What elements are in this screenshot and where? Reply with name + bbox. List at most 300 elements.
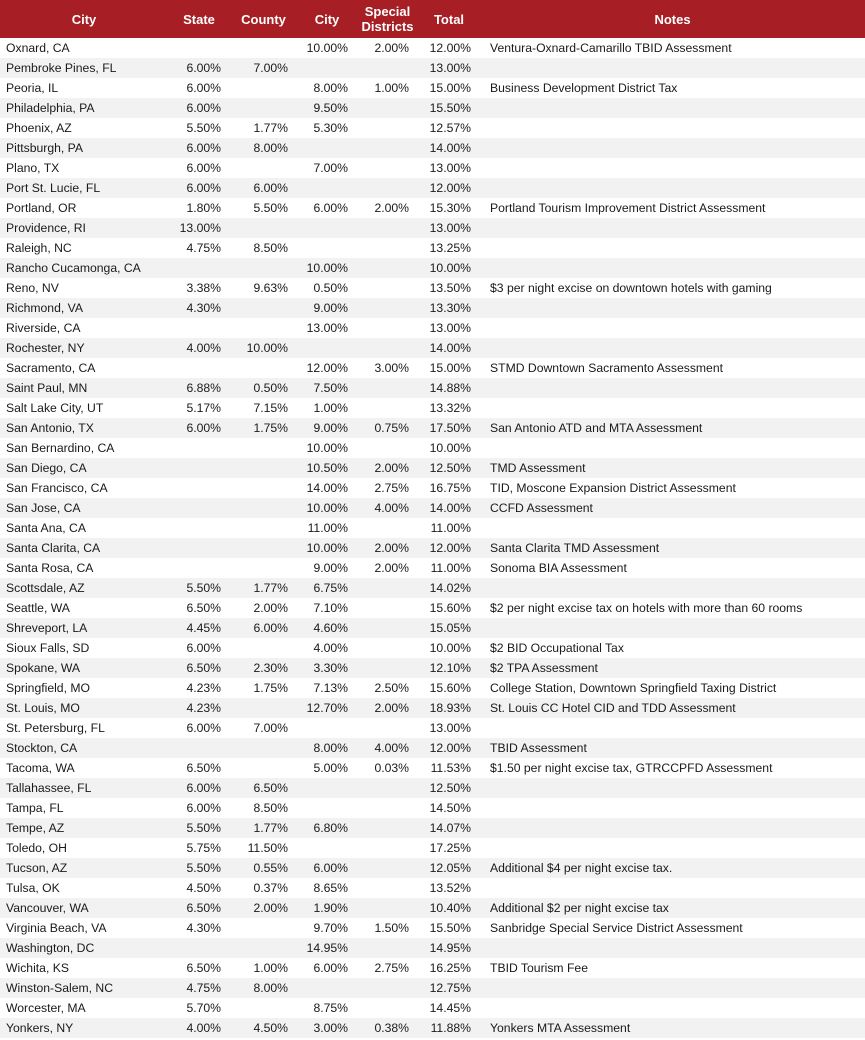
cell-special-districts: 2.00% bbox=[357, 538, 418, 558]
cell-special-districts bbox=[357, 118, 418, 138]
cell-special-districts bbox=[357, 338, 418, 358]
cell-notes bbox=[480, 118, 865, 138]
cell-special-districts bbox=[357, 658, 418, 678]
table-row[interactable] bbox=[0, 838, 865, 858]
cell-special-districts bbox=[357, 58, 418, 78]
table-row[interactable] bbox=[0, 118, 865, 138]
cell-special-districts: 2.00% bbox=[357, 558, 418, 578]
cell-notes: Business Development District Tax bbox=[480, 78, 865, 98]
cell-city: Santa Rosa, CA bbox=[0, 558, 168, 578]
cell-state bbox=[168, 358, 230, 378]
cell-city-tax bbox=[297, 718, 357, 738]
cell-city: Rancho Cucamonga, CA bbox=[0, 258, 168, 278]
cell-total: 12.05% bbox=[418, 858, 480, 878]
cell-city-tax bbox=[297, 798, 357, 818]
cell-county: 5.50% bbox=[230, 198, 297, 218]
cell-city: Phoenix, AZ bbox=[0, 118, 168, 138]
cell-total: 13.52% bbox=[418, 878, 480, 898]
cell-county: 1.00% bbox=[230, 958, 297, 978]
cell-city-tax: 10.00% bbox=[297, 498, 357, 518]
cell-total: 14.95% bbox=[418, 938, 480, 958]
table-row[interactable] bbox=[0, 818, 865, 838]
cell-county: 0.50% bbox=[230, 378, 297, 398]
cell-total: 16.75% bbox=[418, 478, 480, 498]
cell-city: Yonkers, NY bbox=[0, 1018, 168, 1038]
cell-city-tax bbox=[297, 338, 357, 358]
cell-city: Winston-Salem, NC bbox=[0, 978, 168, 998]
cell-state: 5.70% bbox=[168, 998, 230, 1018]
cell-city-tax: 11.00% bbox=[297, 518, 357, 538]
cell-city-tax: 5.30% bbox=[297, 118, 357, 138]
cell-special-districts bbox=[357, 378, 418, 398]
cell-city-tax: 8.00% bbox=[297, 738, 357, 758]
cell-county bbox=[230, 698, 297, 718]
cell-notes: $3 per night excise on downtown hotels with gaming bbox=[480, 278, 865, 298]
table-row[interactable] bbox=[0, 958, 865, 978]
cell-state: 6.50% bbox=[168, 958, 230, 978]
cell-city-tax: 6.00% bbox=[297, 198, 357, 218]
cell-city: Tulsa, OK bbox=[0, 878, 168, 898]
cell-notes bbox=[480, 938, 865, 958]
cell-city-tax: 6.80% bbox=[297, 818, 357, 838]
cell-county bbox=[230, 558, 297, 578]
table-row[interactable] bbox=[0, 498, 865, 518]
cell-county bbox=[230, 358, 297, 378]
cell-county: 7.15% bbox=[230, 398, 297, 418]
cell-state: 4.30% bbox=[168, 298, 230, 318]
cell-city-tax bbox=[297, 838, 357, 858]
cell-city: Reno, NV bbox=[0, 278, 168, 298]
column-header-city-tax[interactable]: City bbox=[297, 0, 357, 38]
cell-state: 6.00% bbox=[168, 178, 230, 198]
special-districts-line-1: Special bbox=[364, 4, 411, 19]
cell-county bbox=[230, 78, 297, 98]
cell-special-districts bbox=[357, 438, 418, 458]
cell-total: 11.53% bbox=[418, 758, 480, 778]
cell-state: 6.00% bbox=[168, 798, 230, 818]
cell-special-districts: 1.50% bbox=[357, 918, 418, 938]
cell-state: 6.50% bbox=[168, 598, 230, 618]
table-row[interactable] bbox=[0, 658, 865, 678]
cell-city-tax: 12.70% bbox=[297, 698, 357, 718]
cell-city: Pembroke Pines, FL bbox=[0, 58, 168, 78]
cell-special-districts bbox=[357, 718, 418, 738]
cell-notes: Additional $4 per night excise tax. bbox=[480, 858, 865, 878]
cell-total: 16.25% bbox=[418, 958, 480, 978]
cell-total: 13.00% bbox=[418, 58, 480, 78]
cell-city-tax: 7.13% bbox=[297, 678, 357, 698]
cell-city: Rochester, NY bbox=[0, 338, 168, 358]
column-header-city[interactable]: City bbox=[0, 0, 168, 38]
cell-notes: $2 TPA Assessment bbox=[480, 658, 865, 678]
table-row[interactable] bbox=[0, 58, 865, 78]
cell-total: 12.50% bbox=[418, 458, 480, 478]
cell-notes bbox=[480, 298, 865, 318]
cell-special-districts bbox=[357, 778, 418, 798]
cell-city-tax bbox=[297, 178, 357, 198]
table-row[interactable] bbox=[0, 978, 865, 998]
table-row[interactable] bbox=[0, 278, 865, 298]
cell-state: 4.23% bbox=[168, 698, 230, 718]
cell-city-tax: 9.50% bbox=[297, 98, 357, 118]
cell-special-districts bbox=[357, 98, 418, 118]
cell-state: 1.80% bbox=[168, 198, 230, 218]
cell-county bbox=[230, 938, 297, 958]
table-row[interactable] bbox=[0, 238, 865, 258]
table-row[interactable] bbox=[0, 78, 865, 98]
cell-city: San Jose, CA bbox=[0, 498, 168, 518]
cell-special-districts: 0.75% bbox=[357, 418, 418, 438]
cell-special-districts bbox=[357, 858, 418, 878]
cell-special-districts: 4.00% bbox=[357, 738, 418, 758]
table-row[interactable] bbox=[0, 178, 865, 198]
cell-state: 6.00% bbox=[168, 638, 230, 658]
cell-state: 5.50% bbox=[168, 818, 230, 838]
cell-county bbox=[230, 318, 297, 338]
cell-state bbox=[168, 318, 230, 338]
table-row[interactable] bbox=[0, 158, 865, 178]
cell-state: 6.50% bbox=[168, 658, 230, 678]
table-row[interactable] bbox=[0, 998, 865, 1018]
cell-county bbox=[230, 478, 297, 498]
table-row[interactable] bbox=[0, 1018, 865, 1038]
cell-state bbox=[168, 938, 230, 958]
cell-special-districts bbox=[357, 998, 418, 1018]
cell-notes bbox=[480, 578, 865, 598]
cell-total: 10.00% bbox=[418, 258, 480, 278]
cell-total: 14.00% bbox=[418, 138, 480, 158]
cell-city: Scottsdale, AZ bbox=[0, 578, 168, 598]
cell-city: Vancouver, WA bbox=[0, 898, 168, 918]
cell-city-tax bbox=[297, 58, 357, 78]
cell-notes bbox=[480, 98, 865, 118]
cell-city: Sacramento, CA bbox=[0, 358, 168, 378]
table-row[interactable] bbox=[0, 858, 865, 878]
cell-special-districts bbox=[357, 878, 418, 898]
cell-city: Wichita, KS bbox=[0, 958, 168, 978]
cell-special-districts: 2.00% bbox=[357, 38, 418, 58]
cell-county: 2.00% bbox=[230, 898, 297, 918]
cell-notes: STMD Downtown Sacramento Assessment bbox=[480, 358, 865, 378]
cell-county: 6.00% bbox=[230, 178, 297, 198]
table-row[interactable] bbox=[0, 538, 865, 558]
cell-notes: $1.50 per night excise tax, GTRCCPFD Assessment bbox=[480, 758, 865, 778]
cell-special-districts: 2.75% bbox=[357, 478, 418, 498]
cell-total: 11.88% bbox=[418, 1018, 480, 1038]
cell-city-tax bbox=[297, 978, 357, 998]
column-header-notes[interactable]: Notes bbox=[480, 0, 865, 38]
cell-county: 6.00% bbox=[230, 618, 297, 638]
table-row[interactable] bbox=[0, 398, 865, 418]
table-row[interactable] bbox=[0, 258, 865, 278]
cell-notes: CCFD Assessment bbox=[480, 498, 865, 518]
cell-city: Oxnard, CA bbox=[0, 38, 168, 58]
cell-notes: Yonkers MTA Assessment bbox=[480, 1018, 865, 1038]
cell-total: 13.00% bbox=[418, 218, 480, 238]
cell-special-districts bbox=[357, 258, 418, 278]
cell-city: Riverside, CA bbox=[0, 318, 168, 338]
cell-city-tax bbox=[297, 778, 357, 798]
cell-city-tax: 4.60% bbox=[297, 618, 357, 638]
cell-total: 14.02% bbox=[418, 578, 480, 598]
cell-state: 6.00% bbox=[168, 138, 230, 158]
cell-city: Peoria, IL bbox=[0, 78, 168, 98]
cell-county bbox=[230, 298, 297, 318]
cell-state: 6.50% bbox=[168, 898, 230, 918]
cell-county: 1.77% bbox=[230, 578, 297, 598]
cell-notes: TMD Assessment bbox=[480, 458, 865, 478]
cell-city: Stockton, CA bbox=[0, 738, 168, 758]
cell-total: 13.32% bbox=[418, 398, 480, 418]
cell-special-districts: 2.50% bbox=[357, 678, 418, 698]
cell-city: San Francisco, CA bbox=[0, 478, 168, 498]
table-row[interactable] bbox=[0, 718, 865, 738]
table-row[interactable] bbox=[0, 638, 865, 658]
cell-city-tax: 1.00% bbox=[297, 398, 357, 418]
cell-total: 13.25% bbox=[418, 238, 480, 258]
cell-state: 6.00% bbox=[168, 78, 230, 98]
cell-city-tax: 9.70% bbox=[297, 918, 357, 938]
cell-city-tax: 9.00% bbox=[297, 558, 357, 578]
cell-state: 6.00% bbox=[168, 58, 230, 78]
cell-special-districts bbox=[357, 978, 418, 998]
cell-county bbox=[230, 38, 297, 58]
table-row[interactable] bbox=[0, 218, 865, 238]
cell-county: 1.77% bbox=[230, 118, 297, 138]
table-row[interactable] bbox=[0, 938, 865, 958]
cell-city-tax: 14.00% bbox=[297, 478, 357, 498]
table-header bbox=[0, 0, 865, 38]
cell-city: Tallahassee, FL bbox=[0, 778, 168, 798]
table-row[interactable] bbox=[0, 478, 865, 498]
cell-county: 8.00% bbox=[230, 978, 297, 998]
cell-city: Saint Paul, MN bbox=[0, 378, 168, 398]
cell-notes: Portland Tourism Improvement District Assessment bbox=[480, 198, 865, 218]
cell-notes: TBID Assessment bbox=[480, 738, 865, 758]
cell-city: Tacoma, WA bbox=[0, 758, 168, 778]
table-row[interactable] bbox=[0, 198, 865, 218]
cell-total: 12.10% bbox=[418, 658, 480, 678]
cell-city-tax: 10.00% bbox=[297, 438, 357, 458]
cell-notes bbox=[480, 158, 865, 178]
cell-total: 15.60% bbox=[418, 678, 480, 698]
cell-city: Tampa, FL bbox=[0, 798, 168, 818]
cell-city: San Bernardino, CA bbox=[0, 438, 168, 458]
cell-county bbox=[230, 98, 297, 118]
cell-notes bbox=[480, 138, 865, 158]
cell-county bbox=[230, 518, 297, 538]
table-row[interactable] bbox=[0, 918, 865, 938]
cell-county bbox=[230, 638, 297, 658]
table-row[interactable] bbox=[0, 698, 865, 718]
column-header-total[interactable]: Total bbox=[418, 0, 480, 38]
cell-city-tax: 3.00% bbox=[297, 1018, 357, 1038]
cell-city: San Diego, CA bbox=[0, 458, 168, 478]
table-row[interactable] bbox=[0, 678, 865, 698]
table-row[interactable] bbox=[0, 378, 865, 398]
table-row[interactable] bbox=[0, 38, 865, 58]
cell-special-districts bbox=[357, 638, 418, 658]
cell-city-tax bbox=[297, 238, 357, 258]
cell-county: 0.37% bbox=[230, 878, 297, 898]
cell-state: 5.50% bbox=[168, 118, 230, 138]
table-row[interactable] bbox=[0, 318, 865, 338]
cell-city: Philadelphia, PA bbox=[0, 98, 168, 118]
cell-state: 4.00% bbox=[168, 338, 230, 358]
table-row[interactable] bbox=[0, 758, 865, 778]
cell-city: San Antonio, TX bbox=[0, 418, 168, 438]
cell-county: 8.50% bbox=[230, 238, 297, 258]
cell-special-districts: 2.00% bbox=[357, 458, 418, 478]
cell-notes: Additional $2 per night excise tax bbox=[480, 898, 865, 918]
cell-total: 11.00% bbox=[418, 518, 480, 538]
cell-notes bbox=[480, 318, 865, 338]
table-row[interactable] bbox=[0, 598, 865, 618]
cell-total: 14.07% bbox=[418, 818, 480, 838]
table-row[interactable] bbox=[0, 98, 865, 118]
cell-city-tax: 5.00% bbox=[297, 758, 357, 778]
cell-city-tax: 10.50% bbox=[297, 458, 357, 478]
cell-notes: Sanbridge Special Service District Assessment bbox=[480, 918, 865, 938]
cell-city-tax: 8.00% bbox=[297, 78, 357, 98]
cell-state bbox=[168, 438, 230, 458]
cell-state bbox=[168, 498, 230, 518]
cell-special-districts bbox=[357, 218, 418, 238]
cell-city: Seattle, WA bbox=[0, 598, 168, 618]
cell-state bbox=[168, 518, 230, 538]
table-row[interactable] bbox=[0, 358, 865, 378]
table-row[interactable] bbox=[0, 878, 865, 898]
cell-special-districts: 3.00% bbox=[357, 358, 418, 378]
cell-special-districts bbox=[357, 798, 418, 818]
cell-total: 10.40% bbox=[418, 898, 480, 918]
cell-total: 13.30% bbox=[418, 298, 480, 318]
cell-special-districts: 1.00% bbox=[357, 78, 418, 98]
table-row[interactable] bbox=[0, 518, 865, 538]
cell-total: 12.57% bbox=[418, 118, 480, 138]
cell-state: 6.00% bbox=[168, 778, 230, 798]
cell-city-tax: 6.00% bbox=[297, 858, 357, 878]
cell-state: 4.75% bbox=[168, 238, 230, 258]
cell-special-districts bbox=[357, 578, 418, 598]
cell-total: 12.00% bbox=[418, 38, 480, 58]
cell-total: 14.00% bbox=[418, 338, 480, 358]
table-row[interactable] bbox=[0, 618, 865, 638]
table-row[interactable] bbox=[0, 438, 865, 458]
cell-total: 14.88% bbox=[418, 378, 480, 398]
cell-city-tax: 10.00% bbox=[297, 538, 357, 558]
cell-state: 4.23% bbox=[168, 678, 230, 698]
cell-total: 13.00% bbox=[418, 318, 480, 338]
cell-notes bbox=[480, 518, 865, 538]
cell-notes: TBID Tourism Fee bbox=[480, 958, 865, 978]
cell-special-districts: 0.03% bbox=[357, 758, 418, 778]
cell-city: Springfield, MO bbox=[0, 678, 168, 698]
cell-city: Santa Clarita, CA bbox=[0, 538, 168, 558]
cell-notes bbox=[480, 178, 865, 198]
cell-notes bbox=[480, 978, 865, 998]
table-row[interactable] bbox=[0, 338, 865, 358]
cell-total: 13.00% bbox=[418, 158, 480, 178]
cell-notes bbox=[480, 438, 865, 458]
cell-city: Santa Ana, CA bbox=[0, 518, 168, 538]
cell-notes: Sonoma BIA Assessment bbox=[480, 558, 865, 578]
cell-state: 6.00% bbox=[168, 98, 230, 118]
cell-city-tax: 0.50% bbox=[297, 278, 357, 298]
table-row[interactable] bbox=[0, 138, 865, 158]
table-row[interactable] bbox=[0, 778, 865, 798]
cell-state: 5.17% bbox=[168, 398, 230, 418]
table-row[interactable] bbox=[0, 798, 865, 818]
cell-county: 7.00% bbox=[230, 58, 297, 78]
cell-state bbox=[168, 558, 230, 578]
cell-notes bbox=[480, 258, 865, 278]
cell-county: 6.50% bbox=[230, 778, 297, 798]
cell-notes bbox=[480, 818, 865, 838]
cell-city: Raleigh, NC bbox=[0, 238, 168, 258]
cell-city: St. Petersburg, FL bbox=[0, 718, 168, 738]
cell-special-districts bbox=[357, 158, 418, 178]
cell-total: 15.60% bbox=[418, 598, 480, 618]
cell-total: 12.00% bbox=[418, 738, 480, 758]
cell-state bbox=[168, 458, 230, 478]
cell-city-tax: 14.95% bbox=[297, 938, 357, 958]
cell-city-tax: 8.65% bbox=[297, 878, 357, 898]
cell-state: 5.50% bbox=[168, 578, 230, 598]
cell-notes: $2 per night excise tax on hotels with more than 60 rooms bbox=[480, 598, 865, 618]
table-row[interactable] bbox=[0, 738, 865, 758]
cell-special-districts bbox=[357, 178, 418, 198]
table-row[interactable] bbox=[0, 418, 865, 438]
cell-total: 11.00% bbox=[418, 558, 480, 578]
cell-city-tax: 13.00% bbox=[297, 318, 357, 338]
column-header-county[interactable]: County bbox=[230, 0, 297, 38]
cell-city-tax: 8.75% bbox=[297, 998, 357, 1018]
cell-county bbox=[230, 258, 297, 278]
table-row[interactable] bbox=[0, 298, 865, 318]
cell-notes bbox=[480, 878, 865, 898]
cell-notes: St. Louis CC Hotel CID and TDD Assessment bbox=[480, 698, 865, 718]
cell-state: 6.00% bbox=[168, 418, 230, 438]
column-header-special-districts[interactable] bbox=[357, 0, 418, 38]
cell-notes: Santa Clarita TMD Assessment bbox=[480, 538, 865, 558]
table-body bbox=[0, 38, 865, 1038]
cell-notes: Ventura-Oxnard-Camarillo TBID Assessment bbox=[480, 38, 865, 58]
column-header-state[interactable]: State bbox=[168, 0, 230, 38]
cell-special-districts bbox=[357, 278, 418, 298]
cell-city: Port St. Lucie, FL bbox=[0, 178, 168, 198]
cell-state: 4.75% bbox=[168, 978, 230, 998]
cell-city: Plano, TX bbox=[0, 158, 168, 178]
cell-county: 8.00% bbox=[230, 138, 297, 158]
cell-city: Tucson, AZ bbox=[0, 858, 168, 878]
cell-city: Pittsburgh, PA bbox=[0, 138, 168, 158]
table-row[interactable] bbox=[0, 558, 865, 578]
cell-city-tax: 12.00% bbox=[297, 358, 357, 378]
cell-city-tax: 7.50% bbox=[297, 378, 357, 398]
table-row[interactable] bbox=[0, 898, 865, 918]
cell-county bbox=[230, 738, 297, 758]
cell-total: 12.00% bbox=[418, 178, 480, 198]
cell-notes bbox=[480, 618, 865, 638]
cell-special-districts bbox=[357, 518, 418, 538]
table-row[interactable] bbox=[0, 458, 865, 478]
table-row[interactable] bbox=[0, 578, 865, 598]
cell-city-tax bbox=[297, 138, 357, 158]
cell-county: 8.50% bbox=[230, 798, 297, 818]
cell-state: 6.50% bbox=[168, 758, 230, 778]
cell-city: Richmond, VA bbox=[0, 298, 168, 318]
